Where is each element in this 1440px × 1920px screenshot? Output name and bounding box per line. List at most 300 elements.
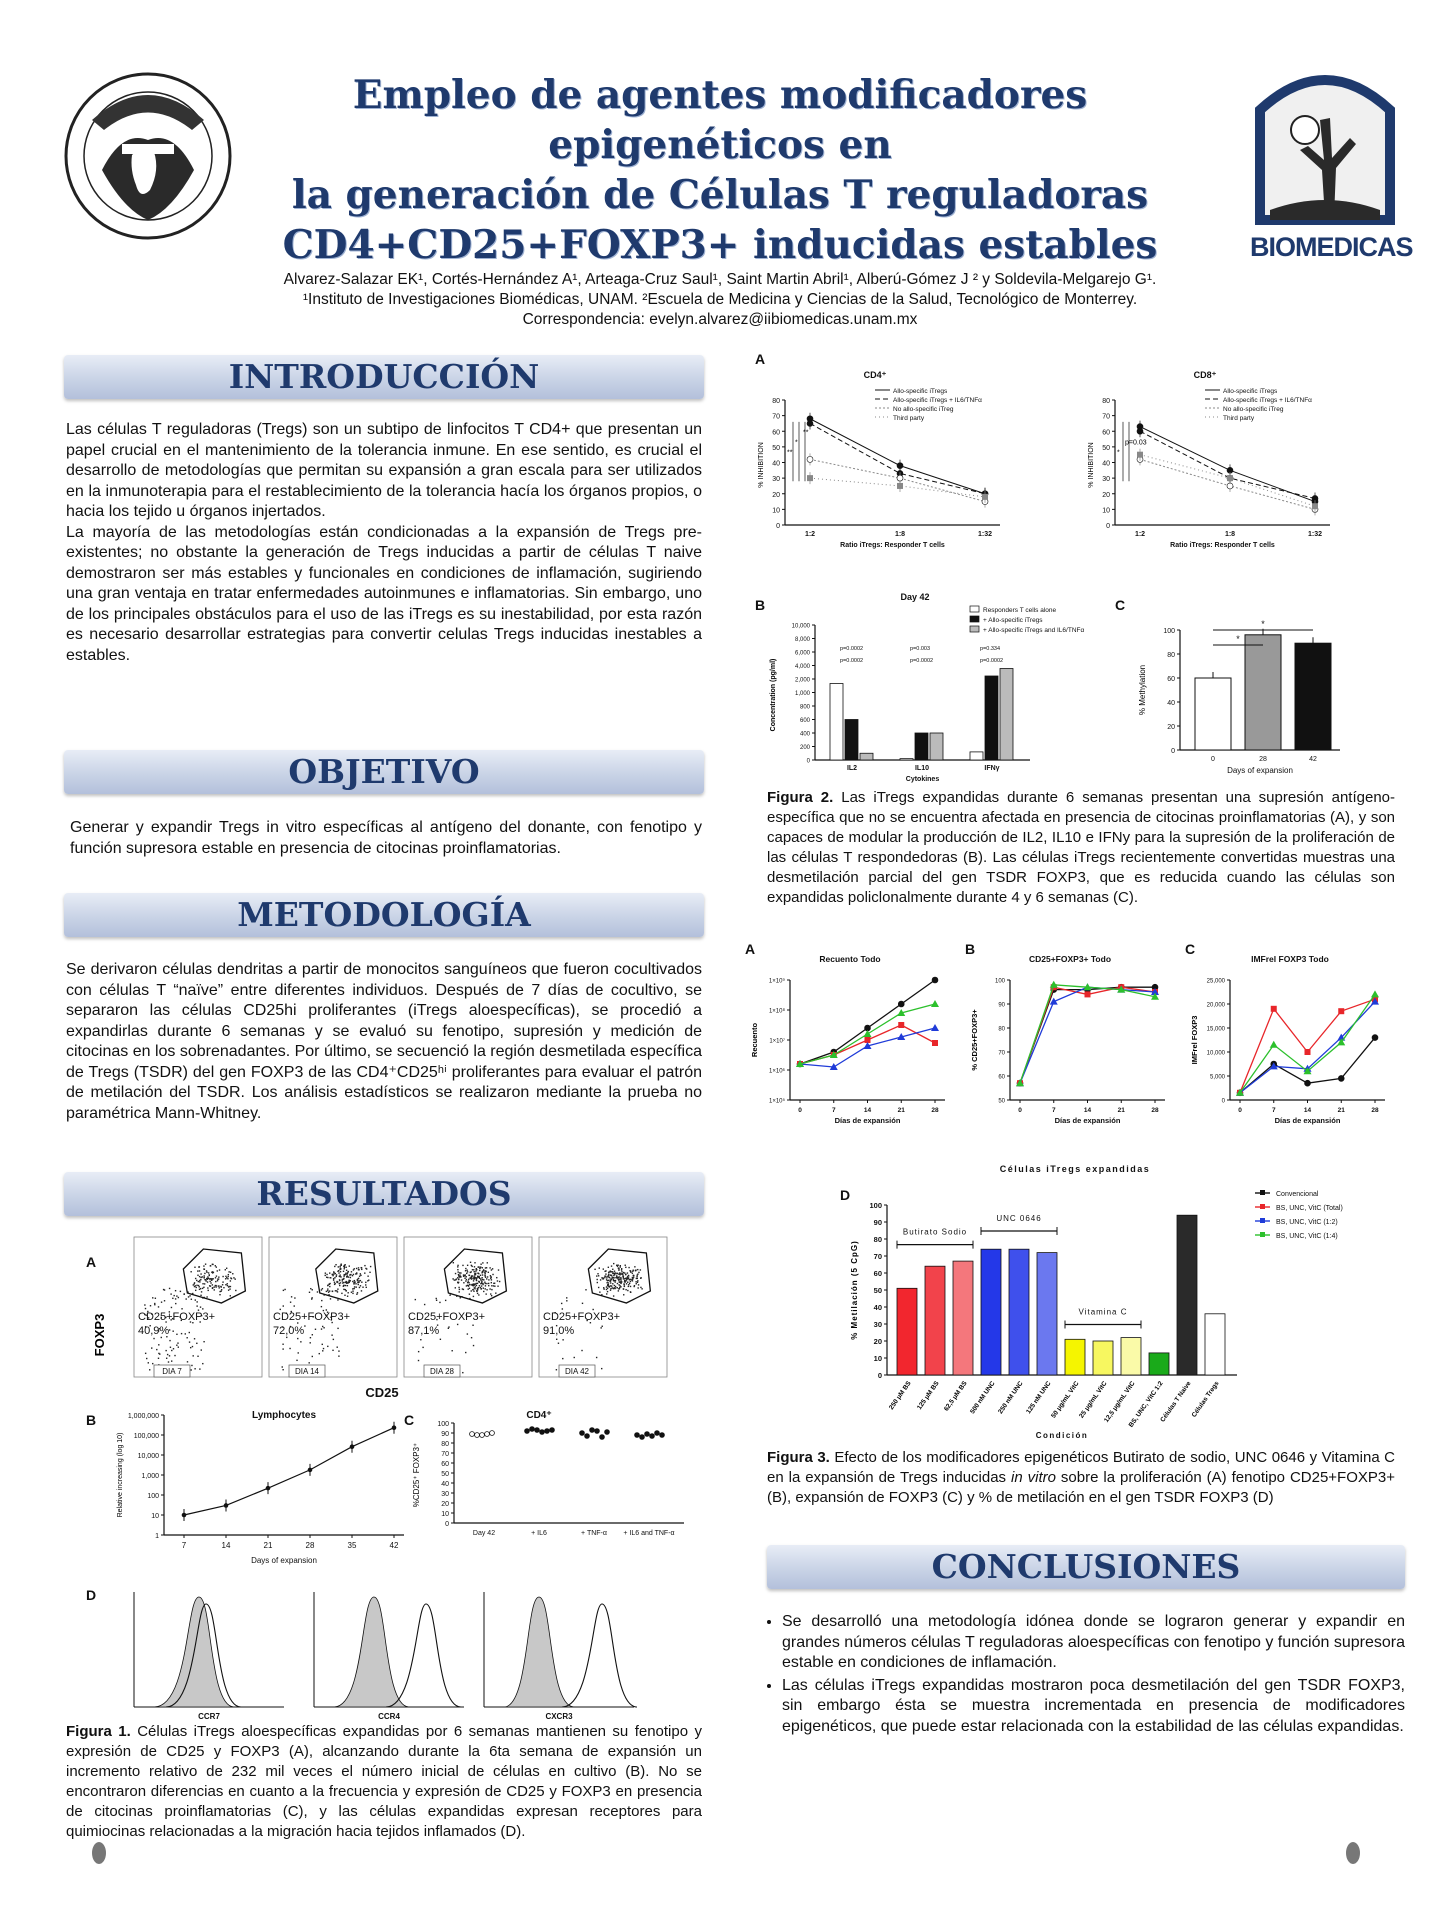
cd4-dot-y-tick-label: 10 — [441, 1511, 449, 1518]
flow-event — [479, 1268, 480, 1269]
methylation-conditions-bar — [1149, 1353, 1169, 1375]
methylation-x-label: Days of expansion — [1227, 766, 1293, 775]
flow-event — [467, 1333, 468, 1334]
flow-gate-percent: 40,9% — [138, 1325, 170, 1337]
flow-event — [358, 1267, 359, 1268]
inhibition-y-tick-label: 40 — [1102, 460, 1110, 468]
flow-event — [476, 1290, 477, 1291]
flow-event — [468, 1282, 469, 1283]
flow-event — [334, 1266, 335, 1267]
flow-event — [490, 1278, 491, 1279]
line-chart-point — [931, 1000, 939, 1007]
corner-dot-right — [1346, 1842, 1360, 1864]
flow-event — [472, 1275, 473, 1276]
flow-event — [452, 1278, 453, 1279]
flow-event — [486, 1289, 487, 1290]
figure-2-caption-text: Las iTregs expandidas durante 6 semanas presentan una supresión antígeno-específica que no se encuentra afectada en presencia de citocinas proinflamatorias (A), y son capaces de modular la producción de IL2, IL10 e IFNy para la supresión de la proliferación de las células T respondedoras (B). Las células iTregs recientemente convertidas muestras una desmetilación parcial del gen TSDR FOXP3, que es reducida cuando las células son expandidas policlonalmente durante 4 y 6 semanas (C). — [767, 789, 1396, 906]
flow-event — [345, 1285, 346, 1286]
flow-event — [164, 1300, 165, 1301]
flow-event — [361, 1290, 362, 1291]
flow-event — [203, 1265, 204, 1266]
line-chart-point — [931, 1024, 939, 1031]
methylation-conditions-category: 250 nM UNC — [997, 1380, 1025, 1416]
flow-event — [345, 1290, 346, 1291]
methylation-y-tick-label: 0 — [1171, 748, 1175, 755]
flow-event — [231, 1278, 232, 1279]
flow-event — [613, 1277, 614, 1278]
flow-event — [175, 1290, 176, 1291]
flow-event — [615, 1280, 616, 1281]
line-chart-point — [1338, 1075, 1344, 1081]
inhibition-y-tick-label: 20 — [1102, 491, 1110, 499]
flow-event — [359, 1287, 360, 1288]
flow-event — [594, 1269, 595, 1270]
fig3-legend-label: Convencional — [1276, 1191, 1319, 1198]
methylation-conditions-y-tick-label: 0 — [877, 1371, 882, 1380]
flow-event — [477, 1273, 478, 1274]
flow-gate-label: CD25+FOXP3+ — [543, 1311, 621, 1323]
flow-event — [637, 1280, 638, 1281]
flow-day-label: DIA 42 — [564, 1367, 590, 1376]
flow-event — [604, 1277, 605, 1278]
flow-event — [459, 1289, 460, 1290]
flow-event — [630, 1286, 631, 1287]
line-chart-point — [1271, 1006, 1277, 1012]
line-chart-x-label: Días de expansión — [1054, 1116, 1121, 1125]
flow-event — [485, 1271, 486, 1272]
line-chart-y-tick-label: 60 — [998, 1074, 1005, 1081]
flow-event — [200, 1279, 201, 1280]
flow-event — [233, 1277, 234, 1278]
figure-1-caption-label: Figura 1. — [66, 1723, 131, 1740]
cd4-dot-point — [650, 1434, 655, 1439]
cd4-dot-point — [645, 1432, 650, 1437]
flow-event — [485, 1283, 486, 1284]
flow-event — [190, 1369, 191, 1370]
unam-logo — [62, 60, 234, 252]
flow-event — [311, 1298, 312, 1299]
growth-x-tick-label: 7 — [181, 1541, 187, 1550]
flow-event — [197, 1356, 198, 1357]
cytokine-legend-label: + Allo-specific iTregs — [983, 617, 1043, 624]
flow-event — [200, 1306, 201, 1307]
flow-event — [215, 1286, 216, 1287]
flow-event — [347, 1292, 348, 1293]
flow-event — [459, 1276, 460, 1277]
figure-3-caption-italic: in vitro — [1011, 1469, 1056, 1486]
line-chart-x-tick-label: 0 — [798, 1107, 802, 1114]
flow-event — [487, 1262, 488, 1263]
flow-event — [290, 1301, 291, 1302]
line-chart-point — [932, 1040, 938, 1046]
flow-event — [458, 1282, 459, 1283]
figure-1 — [64, 1225, 704, 1725]
flow-event — [204, 1273, 205, 1274]
flow-event — [636, 1276, 637, 1277]
cd4-dot-point — [600, 1435, 605, 1440]
flow-event — [483, 1287, 484, 1288]
methylation-bar — [1245, 635, 1281, 750]
cd4-dot-point — [660, 1433, 665, 1438]
figure-1-caption — [66, 1722, 702, 1842]
flow-event — [336, 1276, 337, 1277]
flow-event — [470, 1272, 471, 1273]
flow-event — [230, 1295, 231, 1296]
flow-event — [457, 1277, 458, 1278]
flow-event — [636, 1283, 637, 1284]
flow-gate-percent: 87,1% — [408, 1325, 440, 1337]
flow-event — [558, 1343, 559, 1344]
flow-event — [497, 1286, 498, 1287]
flow-event — [338, 1350, 339, 1351]
flow-event — [347, 1276, 348, 1277]
flow-event — [635, 1270, 636, 1271]
panel-letter-C: C — [1185, 941, 1196, 957]
flow-event — [326, 1291, 327, 1292]
flow-event — [352, 1288, 353, 1289]
cd4-dot-point — [525, 1429, 530, 1434]
inhibition-sig-label: * — [795, 439, 798, 447]
flow-event — [207, 1276, 208, 1277]
inhibition-y-tick-label: 30 — [772, 476, 780, 484]
cd4-dot-category: Day 42 — [472, 1530, 496, 1537]
flow-event — [172, 1330, 173, 1331]
flow-event — [170, 1347, 171, 1348]
flow-event — [476, 1279, 477, 1280]
flow-event — [606, 1289, 607, 1290]
methylation-conditions-y-label: % Metilación (5 CpG) — [850, 1240, 859, 1340]
intro-header: INTRODUCCIÓN — [64, 355, 704, 399]
flow-event — [360, 1275, 361, 1276]
flow-y-label: FOXP3 — [92, 1313, 107, 1357]
flow-event — [352, 1293, 353, 1294]
flow-event — [223, 1287, 224, 1288]
flow-event — [614, 1281, 615, 1282]
methylation-conditions-y-tick-label: 40 — [873, 1303, 882, 1312]
flow-event — [585, 1289, 586, 1290]
flow-event — [449, 1295, 450, 1296]
flow-event — [617, 1273, 618, 1274]
methylation-conditions-bar — [897, 1288, 917, 1375]
flow-event — [211, 1272, 212, 1273]
flow-event — [282, 1348, 283, 1349]
flow-event — [600, 1327, 601, 1328]
flow-event — [344, 1295, 345, 1296]
flow-event — [608, 1272, 609, 1273]
growth-point — [266, 1486, 271, 1491]
flow-event — [485, 1267, 486, 1268]
flow-event — [208, 1290, 209, 1291]
flow-event — [333, 1273, 334, 1274]
flow-event — [366, 1268, 367, 1269]
flow-event — [202, 1308, 203, 1309]
inhibition-y-tick-label: 0 — [776, 523, 780, 530]
flow-event — [337, 1328, 338, 1329]
line-chart-y-tick-label: 90 — [998, 1002, 1005, 1009]
cd4-dot-point — [605, 1430, 610, 1435]
intro-paragraph-2: La mayoría de las metodologías están condicionadas a la expansión de Tregs pre-existentes; no obstante la generación de Tregs inducidas a partir de células T naive demostraron ser más estables y funcionales en condiciones de inflamación, sugiriendo una gran ventaja en tratar enfermedades autoinmunes e inflamatorias. Sin embargo, uno de los principales obstáculos para el uso de las iTregs es su inestabilidad, por esta razón es necesario desarrollar estrategias para convertir celulas Tregs inducidas inestables a estables. — [66, 523, 702, 664]
flow-event — [625, 1281, 626, 1282]
methylation-conditions-bar — [1009, 1249, 1029, 1375]
flow-event — [454, 1279, 455, 1280]
flow-event — [596, 1279, 597, 1280]
cd4-dot-point — [580, 1431, 585, 1436]
flow-event — [471, 1337, 472, 1338]
methylation-conditions-bar — [1121, 1338, 1141, 1375]
flow-event — [332, 1275, 333, 1276]
cd4-dot-y-tick-label: 100 — [437, 1421, 449, 1428]
flow-event — [230, 1272, 231, 1273]
flow-event — [481, 1285, 482, 1286]
flow-event — [338, 1266, 339, 1267]
flow-event — [149, 1369, 150, 1370]
flow-event — [463, 1282, 464, 1283]
cd4-dot-title: CD4⁺ — [526, 1410, 552, 1421]
methylation-conditions-y-tick-label: 10 — [873, 1354, 882, 1363]
flow-event — [597, 1282, 598, 1283]
flow-event — [190, 1271, 191, 1272]
inhibition-legend-label: Allo-specific iTregs — [1223, 388, 1278, 395]
flow-event — [476, 1268, 477, 1269]
inhibition-title: CD8⁺ — [1193, 370, 1217, 380]
objetivo-text: Generar y expandir Tregs in vitro específicas al antígeno del donante, con fenotipo y función supresora estable en presencia de citocinas proinflamatorias. — [70, 819, 702, 857]
flow-event — [323, 1327, 324, 1328]
title-line-3: CD4+CD25+FOXP3+ inducidas estables — [282, 222, 1158, 268]
cd4-dot-point — [480, 1433, 485, 1438]
cd4-dot-point — [595, 1429, 600, 1434]
flow-event — [625, 1265, 626, 1266]
flow-event — [343, 1289, 344, 1290]
conclusion-item: • Se desarrolló una metodología idónea donde se lograron generar y expandir en grandes números células T reguladoras aloespecíficas con fenotipo y función supresora estable en condiciones de inflamación. — [782, 1612, 1405, 1674]
flow-event — [606, 1277, 607, 1278]
flow-event — [327, 1288, 328, 1289]
panel-letter-B: B — [965, 941, 976, 957]
cytokine-y-tick-label: 4,000 — [794, 664, 810, 670]
methylation-group-label: Vitamina C — [1078, 1307, 1128, 1317]
line-chart-y-tick-label: 1×10⁹ — [768, 978, 785, 985]
flow-event — [494, 1283, 495, 1284]
methylation-bar — [1295, 643, 1331, 750]
flow-event — [478, 1281, 479, 1282]
growth-line — [184, 1428, 394, 1515]
line-chart-point — [1305, 1080, 1311, 1086]
inhibition-y-tick-label: 80 — [1102, 398, 1110, 405]
flow-event — [630, 1272, 631, 1273]
flow-event — [624, 1286, 625, 1287]
flow-event — [597, 1273, 598, 1274]
flow-event — [150, 1305, 151, 1306]
inhibition-sig-label: p=0.03 — [1125, 439, 1147, 447]
flow-event — [613, 1275, 614, 1276]
flow-event — [562, 1358, 563, 1359]
cytokine-y-tick-label: 10,000 — [791, 623, 810, 630]
flow-event — [468, 1280, 469, 1281]
growth-y-tick-label: 10,000 — [137, 1453, 159, 1460]
affiliations: ¹Instituto de Investigaciones Biomédicas, UNAM. ²Escuela de Medicina y Ciencias de la Salud, Tecnológico de Monterrey. — [302, 291, 1138, 308]
flow-event — [229, 1288, 230, 1289]
flow-event — [349, 1265, 350, 1266]
flow-event — [619, 1272, 620, 1273]
flow-event — [632, 1277, 633, 1278]
flow-event — [283, 1290, 284, 1291]
methylation-conditions-y-tick-label: 100 — [869, 1201, 882, 1210]
flow-event — [625, 1280, 626, 1281]
flow-event — [365, 1282, 366, 1283]
flow-event — [194, 1283, 195, 1284]
flow-event — [297, 1338, 298, 1339]
corner-dot-left — [92, 1842, 106, 1864]
flow-event — [339, 1274, 340, 1275]
figure-2-caption-label: Figura 2. — [767, 789, 834, 806]
flow-event — [493, 1285, 494, 1286]
flow-event — [609, 1279, 610, 1280]
flow-event — [457, 1324, 458, 1325]
growth-x-label: Days of expansion — [251, 1556, 317, 1565]
flow-event — [358, 1269, 359, 1270]
flow-event — [174, 1355, 175, 1356]
flow-event — [608, 1275, 609, 1276]
fig3-legend-label: BS, UNC, VitC (Total) — [1276, 1205, 1343, 1212]
histogram-stain-peak — [562, 1604, 637, 1707]
cytokine-y-tick-label: 200 — [799, 745, 810, 751]
flow-event — [489, 1288, 490, 1289]
methylation-conditions-y-tick-label: 20 — [873, 1337, 882, 1346]
inhibition-x-tick-label: 1:8 — [894, 531, 906, 538]
inhibition-point — [1137, 428, 1143, 434]
fig3-legend-marker — [1260, 1190, 1265, 1195]
flow-event — [322, 1350, 323, 1351]
flow-event — [469, 1293, 470, 1294]
flow-event — [212, 1278, 213, 1279]
methylation-conditions-bar — [1205, 1314, 1225, 1375]
flow-event — [212, 1284, 213, 1285]
flow-event — [436, 1298, 437, 1299]
flow-event — [191, 1365, 192, 1366]
flow-event — [457, 1271, 458, 1272]
flow-event — [634, 1266, 635, 1267]
flow-event — [348, 1281, 349, 1282]
inhibition-y-tick-label: 60 — [772, 429, 780, 437]
flow-event — [618, 1281, 619, 1282]
flow-event — [310, 1342, 311, 1343]
flow-event — [196, 1305, 197, 1306]
methylation-conditions-bar — [1093, 1341, 1113, 1375]
flow-event — [339, 1285, 340, 1286]
flow-event — [235, 1278, 236, 1279]
flow-event — [495, 1292, 496, 1293]
flow-event — [485, 1293, 486, 1294]
flow-event — [169, 1355, 170, 1356]
flow-event — [369, 1272, 370, 1273]
fig3-legend-marker — [1260, 1218, 1265, 1223]
author-list: Alvarez-Salazar EK¹, Cortés-Hernández A¹, Arteaga-Cruz Saul¹, Saint Martin Abril¹, Alberú-Gómez J ² y Soldevila-Melgarejo G¹. — [283, 271, 1157, 288]
flow-event — [477, 1293, 478, 1294]
flow-event — [294, 1305, 295, 1306]
flow-event — [476, 1277, 477, 1278]
inhibition-y-tick-label: 70 — [772, 413, 780, 421]
flow-event — [344, 1264, 345, 1265]
flow-event — [561, 1303, 562, 1304]
flow-event — [203, 1341, 204, 1342]
flow-event — [228, 1271, 229, 1272]
flow-event — [186, 1337, 187, 1338]
flow-event — [190, 1347, 191, 1348]
line-chart-y-tick-label: 80 — [998, 1026, 1005, 1033]
flow-event — [608, 1280, 609, 1281]
cd4-dot-point — [635, 1433, 640, 1438]
inhibition-x-tick-label: 1:32 — [977, 531, 993, 538]
flow-event — [202, 1283, 203, 1284]
flow-event — [581, 1350, 582, 1351]
flow-event — [466, 1279, 467, 1280]
flow-event — [171, 1350, 172, 1351]
flow-event — [321, 1306, 322, 1307]
conclusiones-header: CONCLUSIONES — [767, 1545, 1405, 1589]
flow-event — [620, 1278, 621, 1279]
growth-x-tick-label: 42 — [389, 1541, 399, 1550]
flow-event — [556, 1369, 557, 1370]
growth-x-tick-label: 21 — [263, 1541, 273, 1550]
methylation-conditions-category: 250 μM BS — [888, 1380, 913, 1412]
flow-event — [354, 1286, 355, 1287]
flow-event — [219, 1294, 220, 1295]
inhibition-sig-label: * — [1117, 449, 1120, 457]
flow-event — [436, 1300, 437, 1301]
flow-event — [227, 1285, 228, 1286]
line-chart-y-label: IMFrel FOXP3 — [1190, 1015, 1199, 1065]
flow-event — [467, 1282, 468, 1283]
line-chart-series — [1240, 999, 1375, 1093]
flow-event — [196, 1287, 197, 1288]
flow-event — [614, 1285, 615, 1286]
flow-event — [329, 1286, 330, 1287]
flow-event — [228, 1276, 229, 1277]
line-chart-x-tick-label: 28 — [1151, 1107, 1159, 1114]
flow-event — [346, 1274, 347, 1275]
flow-event — [200, 1288, 201, 1289]
methylation-conditions-y-tick-label: 80 — [873, 1235, 882, 1244]
flow-event — [199, 1286, 200, 1287]
flow-event — [624, 1272, 625, 1273]
flow-event — [171, 1307, 172, 1308]
flow-event — [338, 1272, 339, 1273]
flow-event — [230, 1280, 231, 1281]
flow-event — [296, 1360, 297, 1361]
flow-event — [352, 1290, 353, 1291]
flow-event — [603, 1287, 604, 1288]
flow-event — [599, 1291, 600, 1292]
flow-event — [418, 1360, 419, 1361]
flow-event — [574, 1357, 575, 1358]
methylation-conditions-bar — [1037, 1253, 1057, 1375]
line-chart-y-tick-label: 10,000 — [1206, 1050, 1225, 1057]
inhibition-point — [1312, 503, 1318, 509]
flow-event — [439, 1302, 440, 1303]
flow-event — [463, 1274, 464, 1275]
flow-event — [628, 1278, 629, 1279]
flow-event — [364, 1272, 365, 1273]
flow-event — [491, 1295, 492, 1296]
flow-event — [185, 1333, 186, 1334]
flow-event — [469, 1284, 470, 1285]
flow-event — [448, 1326, 449, 1327]
flow-event — [226, 1268, 227, 1269]
flow-event — [466, 1276, 467, 1277]
methylation-group-label: UNC 0646 — [996, 1214, 1042, 1223]
flow-event — [472, 1325, 473, 1326]
growth-x-tick-label: 28 — [305, 1541, 315, 1550]
flow-event — [333, 1278, 334, 1279]
